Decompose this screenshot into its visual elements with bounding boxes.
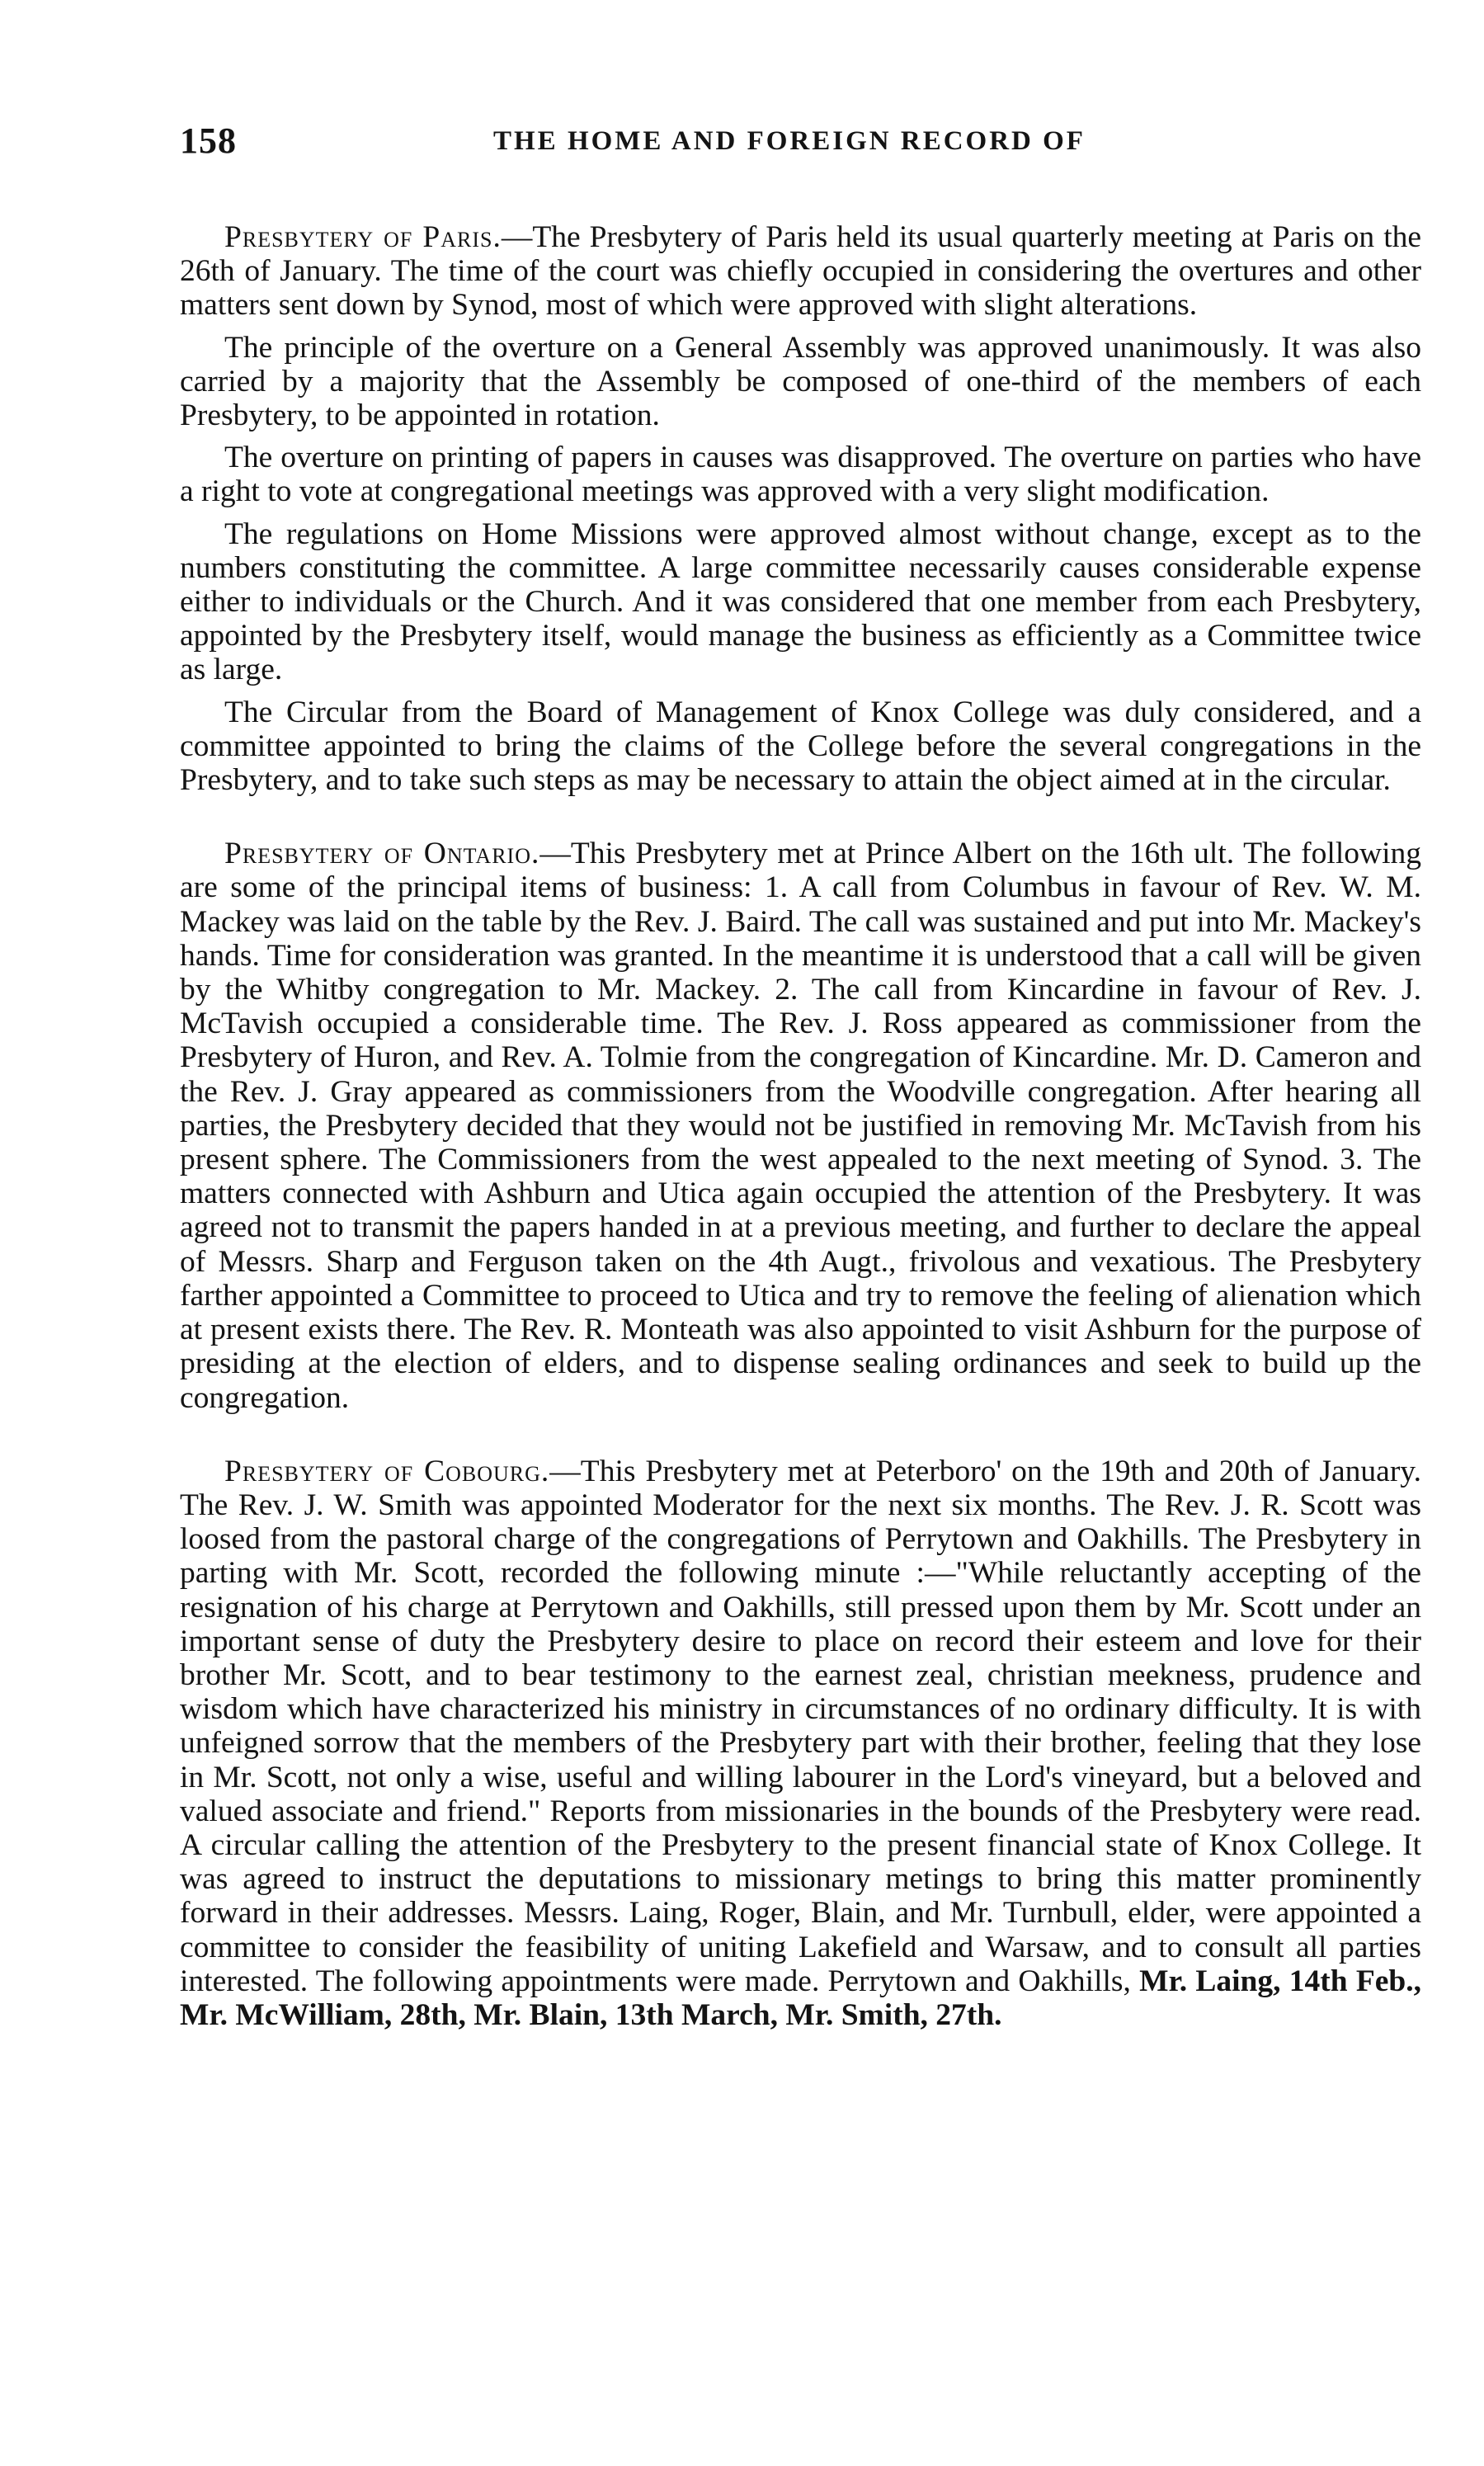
cobourg-appointments-line: Mr. Laing, 14th Feb., Mr. McWilliam, 28th, Mr. Blain, 13th March, Mr. Smith, 27th.	[180, 1964, 1421, 2032]
paris-heading: Presbytery of Paris.	[224, 220, 502, 254]
article-body	[180, 220, 1421, 2032]
cobourg-paragraph-1	[180, 1455, 1421, 2032]
paris-paragraph-3	[180, 441, 1421, 508]
cobourg-heading: Presbytery of Cobourg.	[224, 1454, 550, 1488]
ontario-paragraph-1	[180, 837, 1421, 1414]
cobourg-text-1: —This Presbytery met at Peterboro' on the 19th and 20th of January. The Rev. J. W. Smith was appointed Moderator for the next six months. The Rev. J. R. Scott was loosed from the pastoral charge of the congregations of Perrytown and Oakhills. The Presbytery in parting with Mr. Scott, recorded the following minute :—"While reluctantly accepting of the resignation of his charge at Perrytown and Oakhills, still pressed upon them by Mr. Scott under an important sense of duty the Presbytery desire to place on record their esteem and love for their brother Mr. Scott, and to bear testimony to the earnest zeal, christian meekness, prudence and wisdom which have characterized his ministry in circumstances of no ordinary difficulty. It is with unfeigned sorrow that the members of the Presbytery part with their brother, feeling that they lose in Mr. Scott, not only a wise, useful and willing labourer in the Lord's vineyard, but a beloved and valued associate and friend." Reports from missionaries in the bounds of the Presbytery were read. A circular calling the attention of the Presbytery to the present financial state of Knox College. It was agreed to instruct the deputations to missionary metings to bring this matter prominently forward in their addresses. Messrs. Laing, Roger, Blain, and Mr. Turnbull, elder, were appointed a committee to consider the feasibility of uniting Lakefield and Warsaw, and to consult all parties interested. The following appointments were made. Perrytown and Oakhills,	[180, 1454, 1421, 1998]
paris-text-3: The overture on printing of papers in causes was disapproved. The overture on parties who have a right to vote at congregational meetings was approved with a very slight modification.	[180, 441, 1421, 509]
ontario-heading: Presbytery of Ontario.	[224, 837, 540, 871]
paris-paragraph-4	[180, 517, 1421, 687]
page-number: 158	[180, 120, 237, 161]
paris-text-4: The regulations on Home Missions were approved almost without change, except as to the numbers constituting the committee. A large committee necessarily causes considerable expense either to individuals or the Church. And it was considered that one member from each Presbytery, appointed by the Presbytery itself, would manage the business as efficiently as a Committee twice as large.	[180, 516, 1421, 687]
paris-text-5: The Circular from the Board of Management of Knox College was duly considered, and a committee appointed to bring the claims of the College before the several congregations in the Presbytery, and to take such steps as may be necessary to attain the object aimed at in the circular.	[180, 695, 1421, 798]
document-page	[180, 120, 1421, 2040]
running-head-title: THE HOME AND FOREIGN RECORD OF	[493, 126, 1086, 156]
running-head	[180, 120, 1421, 169]
paris-paragraph-2	[180, 331, 1421, 433]
ontario-text-1: —This Presbytery met at Prince Albert on the 16th ult. The following are some of the principal items of business: 1. A call from Columbus in favour of Rev. W. M. Mackey was laid on the table by the Rev. J. Baird. The call was sustained and put into Mr. Mackey's hands. Time for consideration was granted. In the meantime it is understood that a call will be given by the Whitby congregation to Mr. Mackey. 2. The call from Kincardine in favour of Rev. J. McTavish occupied a considerable time. The Rev. J. Ross appeared as commissioner from the Presbytery of Huron, and Rev. A. Tolmie from the congregation of Kincardine. Mr. D. Cameron and the Rev. J. Gray appeared as commissioners from the Woodville congregation. After hearing all parties, the Presbytery decided that they would not be justified in removing Mr. McTavish from his present sphere. The Commissioners from the west appealed to the next meeting of Synod. 3. The matters connected with Ashburn and Utica again occupied the attention of the Presbytery. It was agreed not to transmit the papers handed in at a previous meeting, and further to declare the appeal of Messrs. Sharp and Ferguson taken on the 4th Augt., frivolous and vexatious. The Presbytery farther appointed a Committee to proceed to Utica and try to remove the feeling of alienation which at present exists there. The Rev. R. Monteath was also appointed to visit Ashburn for the purpose of presiding at the election of elders, and to dispense sealing ordinances and seek to build up the congregation.	[180, 837, 1421, 1415]
paris-text-2: The principle of the overture on a General Assembly was approved unanimously. It was also carried by a majority that the Assembly be composed of one-third of the members of each Presbytery, to be appointed in rotation.	[180, 330, 1421, 433]
paris-text-1: —The Presbytery of Paris held its usual quarterly meeting at Paris on the 26th of January. The time of the court was chiefly occupied in considering the overtures and other matters sent down by Synod, most of which were approved with slight alterations.	[180, 220, 1422, 323]
paris-paragraph-1	[180, 220, 1421, 323]
paris-paragraph-5	[180, 695, 1421, 798]
